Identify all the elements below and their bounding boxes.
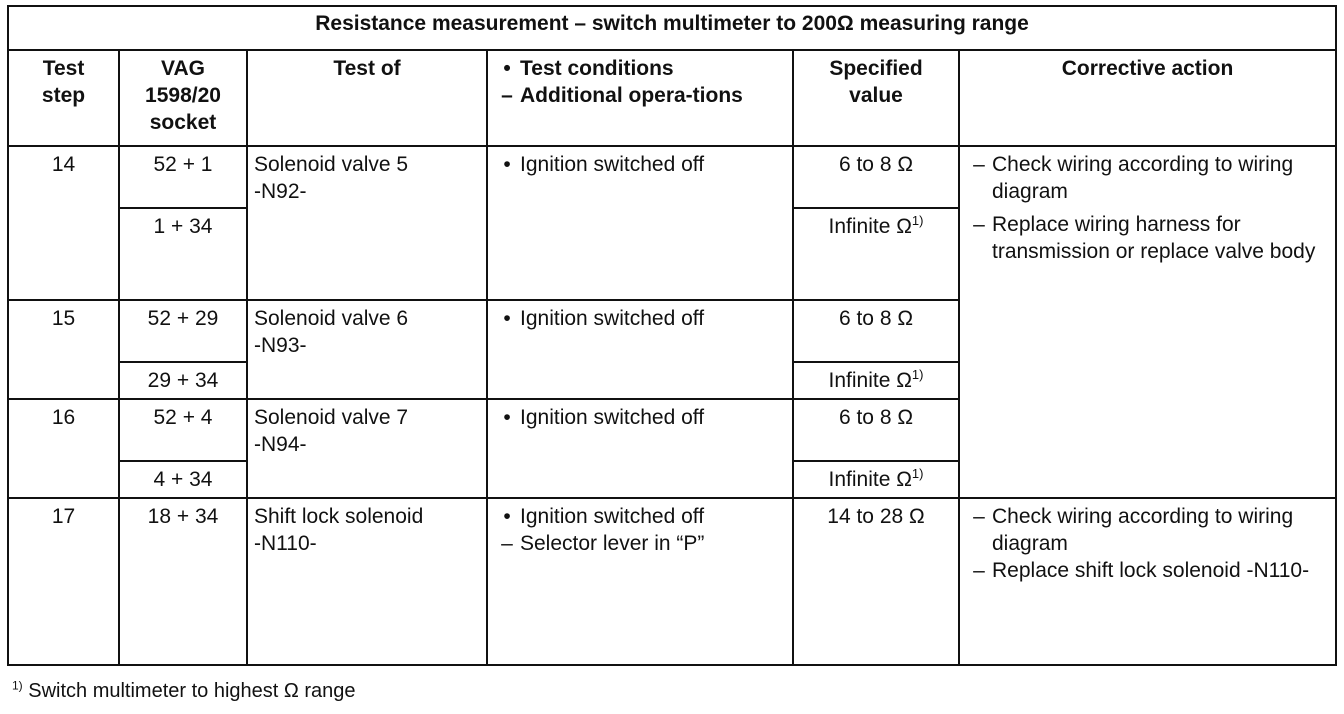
specified-value: 6 to 8 Ω bbox=[793, 399, 959, 461]
socket: 4 + 34 bbox=[119, 461, 247, 498]
socket: 1 + 34 bbox=[119, 208, 247, 300]
footnote-mark: 1) bbox=[911, 367, 924, 382]
header-corrective-action: Corrective action bbox=[959, 50, 1336, 146]
specified-value: 6 to 8 Ω bbox=[793, 146, 959, 208]
header-test-conditions: • Test conditions – Additional opera-tions bbox=[487, 50, 793, 146]
specified-value: Infinite $\Omega^{1)}$ bbox=[793, 208, 959, 300]
specified-value: Infinite $\Omega^{1)}$ bbox=[793, 461, 959, 498]
specified-value: Infinite $\Omega^{1)}$ bbox=[793, 362, 959, 399]
test-condition: • Ignition switched off bbox=[487, 300, 793, 399]
footnote-text: Switch multimeter to highest Ω range bbox=[28, 680, 356, 702]
test-of: Solenoid valve 7 -N94- bbox=[247, 399, 487, 498]
header-test-of: Test of bbox=[247, 50, 487, 146]
footnote-mark: 1) bbox=[12, 678, 23, 693]
footnote-mark: 1) bbox=[911, 213, 924, 228]
test-step: 15 bbox=[8, 300, 119, 399]
socket: 52 + 1 bbox=[119, 146, 247, 208]
corrective-action-shift-lock: – Check wiring according to wiring diagram – Replace shift lock solenoid -N110- bbox=[959, 498, 1336, 665]
header-test-step: Test step bbox=[8, 50, 119, 146]
header-row bbox=[8, 50, 1336, 146]
test-of: Shift lock solenoid -N110- bbox=[247, 498, 487, 665]
socket: 52 + 4 bbox=[119, 399, 247, 461]
resistance-measurement-table bbox=[7, 5, 1337, 666]
table-row bbox=[8, 146, 1336, 208]
table-title: Resistance measurement – switch multimeter to 200Ω measuring range bbox=[8, 6, 1336, 50]
test-step: 17 bbox=[8, 498, 119, 665]
header-specified-value: Specified value bbox=[793, 50, 959, 146]
test-step: 16 bbox=[8, 399, 119, 498]
socket: 29 + 34 bbox=[119, 362, 247, 399]
specified-value: 6 to 8 Ω bbox=[793, 300, 959, 362]
test-of: Solenoid valve 6 -N93- bbox=[247, 300, 487, 399]
footnote-mark: 1) bbox=[911, 466, 924, 481]
header-socket: VAG 1598/20 socket bbox=[119, 50, 247, 146]
table-row bbox=[8, 498, 1336, 665]
test-of: Solenoid valve 5 -N92- bbox=[247, 146, 487, 300]
footnote bbox=[12, 680, 356, 703]
socket: 18 + 34 bbox=[119, 498, 247, 665]
test-condition: • Ignition switched off bbox=[487, 146, 793, 300]
corrective-action-valves: – Check wiring according to wiring diagram – Replace wiring harness for transmission or replace valve body bbox=[959, 146, 1336, 498]
socket: 52 + 29 bbox=[119, 300, 247, 362]
test-condition: • Ignition switched off – Selector lever in “P” bbox=[487, 498, 793, 665]
test-step: 14 bbox=[8, 146, 119, 300]
test-condition: • Ignition switched off bbox=[487, 399, 793, 498]
specified-value: 14 to 28 Ω bbox=[793, 498, 959, 665]
